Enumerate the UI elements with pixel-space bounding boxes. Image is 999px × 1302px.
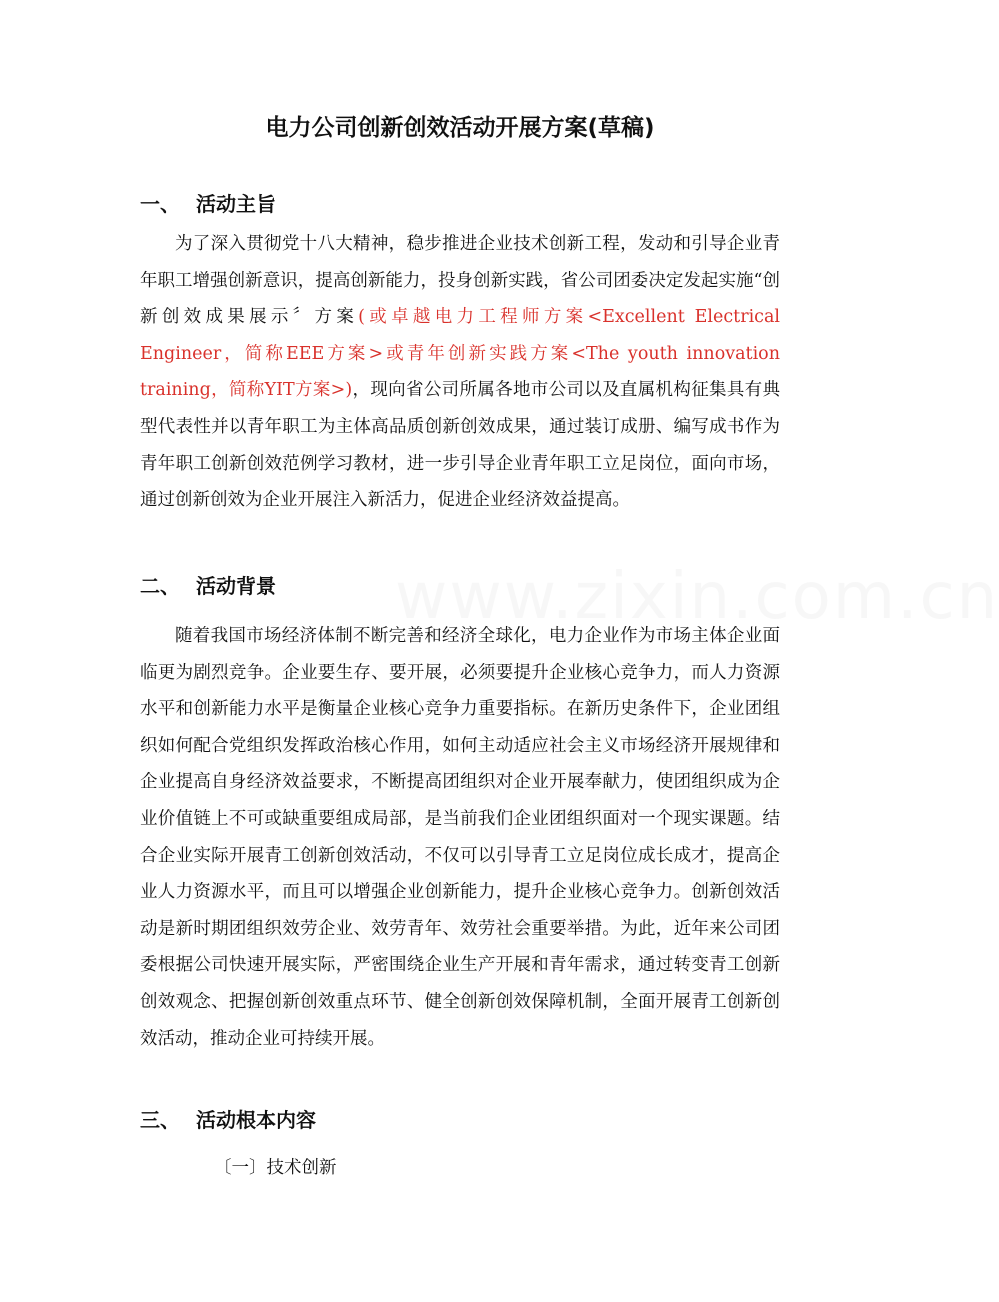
section-3-title: 活动根本内容 — [196, 1108, 316, 1132]
section-1-title: 活动主旨 — [196, 192, 276, 216]
section-3-subitem: 〔一〕技术创新 — [214, 1158, 337, 1178]
section-2-title: 活动背景 — [196, 574, 276, 598]
watermark: www.zixin.com.cn — [395, 560, 999, 634]
section-2-heading — [140, 571, 276, 601]
section-1-red-text: (或卓越电力工程师方案<Excellent Electrical Engineer，简称EEE方案>或青年创新实践方案<The youth innovation training，简称YIT方案>) — [140, 307, 780, 401]
section-1-number: 一、 — [140, 192, 180, 216]
section-1-paragraph — [140, 226, 780, 519]
section-1-text-a: 为了深入贯彻党十八大精神，稳步推进企业技术创新工程，发动和引导企业青年职工增强创新意识，提高创新能力，投身创新实践，省公司团委决定发起实施“创新创效成果展示〞方案 — [140, 234, 780, 328]
section-1-heading — [140, 189, 276, 219]
section-3-number: 三、 — [140, 1108, 180, 1132]
section-1-text-b: ，现向省公司所属各地市公司以及直属机构征集具有典型代表性并以青年职工为主体高品质创新创效成果，通过装订成册、编写成书作为青年职工创新创效范例学习教材，进一步引导企业青年职工立足岗位，面向市场，通过创新创效为企业开展注入新活力，促进企业经济效益提高。 — [140, 380, 781, 511]
section-2-paragraph: 随着我国市场经济体制不断完善和经济全球化，电力企业作为市场主体企业面临更为剧烈竞争。企业要生存、要开展，必须要提升企业核心竞争力，而人力资源水平和创新能力水平是衡量企业核心竞争力重要指标。在新历史条件下，企业团组织如何配合党组织发挥政治核心作用，如何主动适应社会主义市场经济开展规律和企业提高自身经济效益要求，不断提高团组织对企业开展奉献力，使团组织成为企业价值链上不可或缺重要组成局部，是当前我们企业团组织面对一个现实课题。结合企业实际开展青工创新创效活动，不仅可以引导青工立足岗位成长成才，提高企业人力资源水平，而且可以增强企业创新能力，提升企业核心竞争力。创新创效活动是新时期团组织效劳企业、效劳青年、效劳社会重要举措。为此，近年来公司团委根据公司快速开展实际，严密围绕企业生产开展和青年需求，通过转变青工创新创效观念、把握创新创效重点环节、健全创新创效保障机制，全面开展青工创新创效活动，推动企业可持续开展。 — [140, 626, 780, 1049]
document-title: 电力公司创新创效活动开展方案(草稿) — [265, 115, 655, 141]
section-3-heading — [140, 1105, 316, 1135]
section-2-number: 二、 — [140, 574, 180, 598]
